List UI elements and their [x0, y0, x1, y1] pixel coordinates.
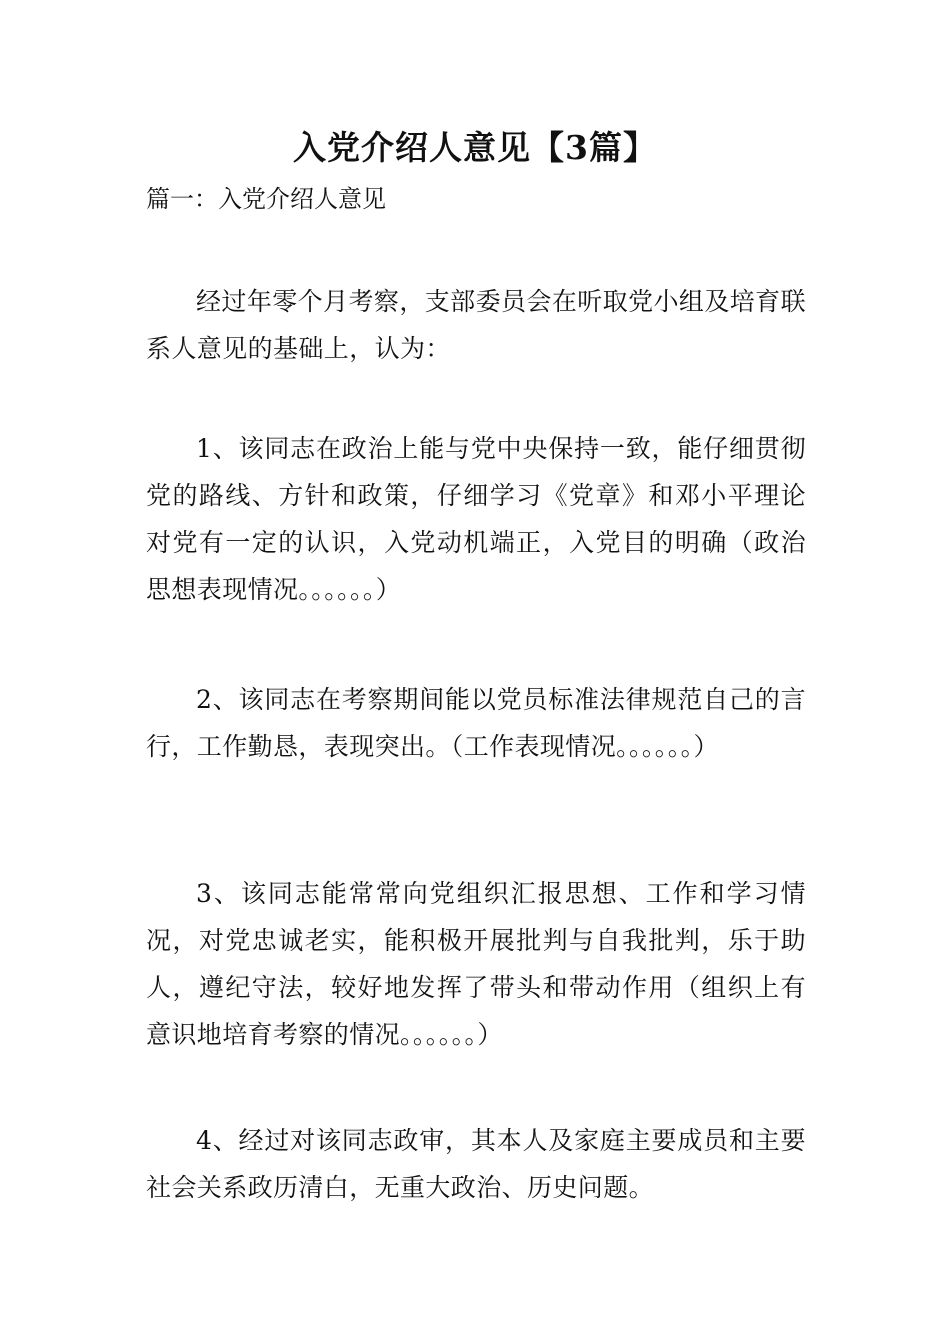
paragraph-item-1: 1、该同志在政治上能与党中央保持一致，能仔细贯彻党的路线、方针和政策，仔细学习《党章》和邓小平理论对党有一定的认识，入党动机端正，入党目的明确（政治思想表现情况。。。。。。）	[146, 434, 806, 604]
paragraph-item-3: 3、该同志能常常向党组织汇报思想、工作和学习情况，对党忠诚老实，能积极开展批判与自我批判，乐于助人，遵纪守法，较好地发挥了带头和带动作用（组织上有意识地培育考察的情况。。。。。。）	[146, 879, 806, 1049]
paragraph-item-4: 4、经过对该同志政审，其本人及家庭主要成员和主要社会关系政历清白，无重大政治、历史问题。	[146, 1126, 806, 1202]
section-heading: 篇一：入党介绍人意见	[146, 185, 386, 213]
document-title: 入党介绍人意见【3篇】	[293, 128, 657, 167]
paragraph-intro: 经过年零个月考察，支部委员会在听取党小组及培育联系人意见的基础上，认为：	[146, 287, 806, 363]
paragraph-item-2: 2、该同志在考察期间能以党员标准法律规范自己的言行，工作勤恳，表现突出。（工作表现情况。。。。。。）	[146, 685, 806, 761]
